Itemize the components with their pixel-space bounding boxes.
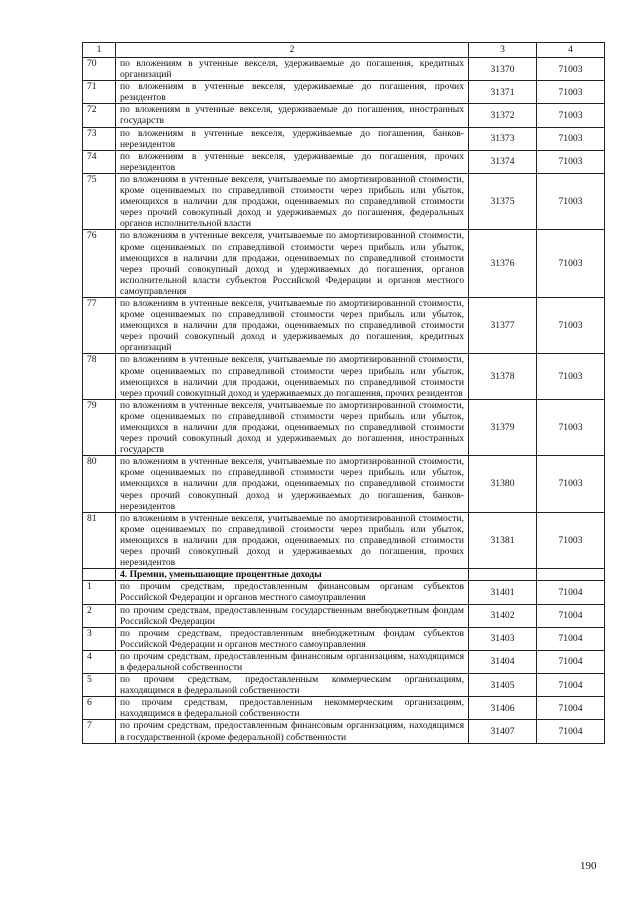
symbol-code: 71004: [537, 627, 605, 650]
row-number: 75: [83, 173, 116, 229]
table-row: [83, 674, 605, 697]
table-row: [83, 399, 605, 455]
account-code: 31378: [469, 354, 537, 399]
account-code: 31372: [469, 104, 537, 127]
symbol-code: 71003: [537, 456, 605, 512]
table-row: [83, 354, 605, 399]
table-row: [83, 297, 605, 353]
row-description: по прочим средствам, предоставленным финансовым организациям, находящимся в государственной (кроме федеральной) собственности: [116, 720, 469, 743]
row-number: 5: [83, 674, 116, 697]
account-code: 31405: [469, 674, 537, 697]
row-description: по вложениям в учтенные векселя, учитываемые по амортизированной стоимости, кроме оцениваемых по справедливой стоимости через прибыль или убыток, имеющихся в наличии для продажи, оцениваемых по справедливой стоимости через прочий совокупный доход и удерживаемых до погашения, прочих нерезидентов: [116, 512, 469, 568]
row-description: по вложениям в учтенные векселя, учитываемые по амортизированной стоимости, кроме оцениваемых по справедливой стоимости через прибыль или убыток, имеющихся в наличии для продажи, оцениваемых по справедливой стоимости через прочий совокупный доход и удерживаемых до погашения, кредитных организаций: [116, 297, 469, 353]
row-number: 1: [83, 581, 116, 604]
row-number: 2: [83, 604, 116, 627]
symbol-code: 71003: [537, 512, 605, 568]
account-code: 31371: [469, 81, 537, 104]
row-description: по вложениям в учтенные векселя, удерживаемые до погашения, прочих резидентов: [116, 81, 469, 104]
row-description: по вложениям в учтенные векселя, учитываемые по амортизированной стоимости, кроме оцениваемых по справедливой стоимости через прибыль или убыток, имеющихся в наличии для продажи, оцениваемых по справедливой стоимости через прочий совокупный доход и удерживаемых до погашения, банков-нерезидентов: [116, 456, 469, 512]
row-description: по вложениям в учтенные векселя, учитываемые по амортизированной стоимости, кроме оцениваемых по справедливой стоимости через прибыль или убыток, имеющихся в наличии для продажи, оцениваемых по справедливой стоимости через прочий совокупный доход и удерживаемых до погашения, прочих резидентов: [116, 354, 469, 399]
symbol-code: 71004: [537, 604, 605, 627]
table-row: [83, 81, 605, 104]
table-header-row: [83, 43, 605, 58]
account-code: 31407: [469, 720, 537, 743]
row-number: 6: [83, 697, 116, 720]
table-row: [83, 456, 605, 512]
row-number: 79: [83, 399, 116, 455]
row-description: по вложениям в учтенные векселя, удерживаемые до погашения, банков-нерезидентов: [116, 127, 469, 150]
row-number: 70: [83, 58, 116, 81]
symbol-code: [537, 569, 605, 581]
header-col-2: 2: [116, 43, 469, 58]
accounts-table: [82, 42, 605, 744]
account-code: 31375: [469, 173, 537, 229]
symbol-code: 71004: [537, 720, 605, 743]
header-col-3: 3: [469, 43, 537, 58]
symbol-code: 71004: [537, 697, 605, 720]
symbol-code: 71003: [537, 150, 605, 173]
page-number: 190: [580, 860, 597, 872]
row-number: 7: [83, 720, 116, 743]
account-code: 31373: [469, 127, 537, 150]
row-description: по вложениям в учтенные векселя, учитываемые по амортизированной стоимости, кроме оцениваемых по справедливой стоимости через прибыль или убыток, имеющихся в наличии для продажи, оцениваемых по справедливой стоимости через прочий совокупный доход и удерживаемых до погашения, иностранных государств: [116, 399, 469, 455]
account-code: [469, 569, 537, 581]
account-code: 31377: [469, 297, 537, 353]
row-number: 77: [83, 297, 116, 353]
row-description: по вложениям в учтенные векселя, удерживаемые до погашения, кредитных организаций: [116, 58, 469, 81]
account-code: 31370: [469, 58, 537, 81]
row-description: по вложениям в учтенные векселя, удерживаемые до погашения, иностранных государств: [116, 104, 469, 127]
table-row: [83, 127, 605, 150]
symbol-code: 71003: [537, 173, 605, 229]
header-col-1: 1: [83, 43, 116, 58]
row-description: по вложениям в учтенные векселя, учитываемые по амортизированной стоимости, кроме оцениваемых по справедливой стоимости через прибыль или убыток, имеющихся в наличии для продажи, оцениваемых по справедливой стоимости через прочий совокупный доход и удерживаемых до погашения, органов исполнительной власти субъектов Российской Федерации и органов местного самоуправления: [116, 230, 469, 298]
symbol-code: 71003: [537, 58, 605, 81]
row-description: по вложениям в учтенные векселя, удерживаемые до погашения, прочих нерезидентов: [116, 150, 469, 173]
table-row: [83, 173, 605, 229]
row-description: по прочим средствам, предоставленным государственным внебюджетным фондам Российской Федерации: [116, 604, 469, 627]
row-description: по вложениям в учтенные векселя, учитываемые по амортизированной стоимости, кроме оцениваемых по справедливой стоимости через прибыль или убыток, имеющихся в наличии для продажи, оцениваемых по справедливой стоимости через прочий совокупный доход и удерживаемых до погашения, федеральных органов исполнительной власти: [116, 173, 469, 229]
row-number: [83, 569, 116, 581]
symbol-code: 71003: [537, 81, 605, 104]
row-number: 74: [83, 150, 116, 173]
account-code: 31381: [469, 512, 537, 568]
account-code: 31380: [469, 456, 537, 512]
symbol-code: 71003: [537, 354, 605, 399]
account-code: 31401: [469, 581, 537, 604]
row-description: по прочим средствам, предоставленным внебюджетным фондам субъектов Российской Федерации и органов местного самоуправления: [116, 627, 469, 650]
account-code: 31379: [469, 399, 537, 455]
row-number: 80: [83, 456, 116, 512]
row-description: по прочим средствам, предоставленным коммерческим организациям, находящимся в федеральной собственности: [116, 674, 469, 697]
row-number: 72: [83, 104, 116, 127]
table-row: [83, 650, 605, 673]
account-code: 31374: [469, 150, 537, 173]
header-col-4: 4: [537, 43, 605, 58]
table-row: [83, 150, 605, 173]
table-row: [83, 581, 605, 604]
row-description: по прочим средствам, предоставленным финансовым органам субъектов Российской Федерации и органов местного самоуправления: [116, 581, 469, 604]
row-number: 71: [83, 81, 116, 104]
symbol-code: 71003: [537, 399, 605, 455]
table-row: [83, 58, 605, 81]
table-body: [83, 58, 605, 744]
symbol-code: 71003: [537, 297, 605, 353]
account-code: 31402: [469, 604, 537, 627]
account-code: 31406: [469, 697, 537, 720]
row-number: 4: [83, 650, 116, 673]
row-description: по прочим средствам, предоставленным финансовым организациям, находящимся в федеральной собственности: [116, 650, 469, 673]
row-number: 76: [83, 230, 116, 298]
row-number: 73: [83, 127, 116, 150]
account-code: 31403: [469, 627, 537, 650]
row-description: по прочим средствам, предоставленным некоммерческим организациям, находящимся в федеральной собственности: [116, 697, 469, 720]
symbol-code: 71004: [537, 650, 605, 673]
table-row: [83, 627, 605, 650]
symbol-code: 71004: [537, 674, 605, 697]
row-number: 78: [83, 354, 116, 399]
symbol-code: 71003: [537, 230, 605, 298]
row-number: 3: [83, 627, 116, 650]
table-row: [83, 697, 605, 720]
account-code: 31376: [469, 230, 537, 298]
symbol-code: 71004: [537, 581, 605, 604]
account-code: 31404: [469, 650, 537, 673]
table-row: [83, 104, 605, 127]
table-row: [83, 230, 605, 298]
row-description: 4. Премии, уменьшающие процентные доходы: [116, 569, 469, 581]
table-row: [83, 720, 605, 743]
table-row: [83, 604, 605, 627]
section-header-row: [83, 569, 605, 581]
symbol-code: 71003: [537, 127, 605, 150]
row-number: 81: [83, 512, 116, 568]
symbol-code: 71003: [537, 104, 605, 127]
table-row: [83, 512, 605, 568]
